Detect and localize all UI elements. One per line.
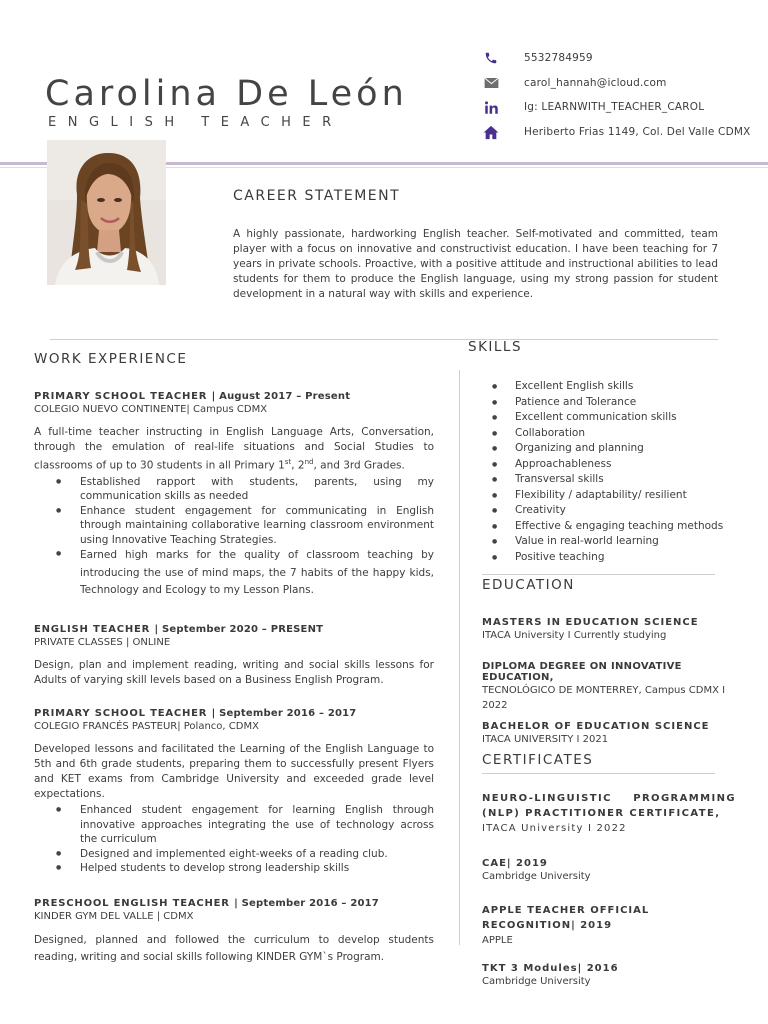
job-1 bbox=[34, 391, 434, 600]
list-item: ● Patience and Tolerance bbox=[482, 395, 723, 411]
list-item: ● Positive teaching bbox=[482, 550, 723, 566]
list-item: ● Organizing and planning bbox=[482, 441, 723, 457]
envelope-icon bbox=[482, 74, 500, 92]
home-icon bbox=[482, 123, 500, 141]
certificate-item bbox=[482, 963, 736, 989]
certificate-title: TKT 3 Modules| 2016 bbox=[482, 963, 619, 974]
job-description: Developed lessons and facilitated the Learning of the English Language to 5th and 6th grade students, preparing them to successfully present Flyers and KET exams from Cambridge University and exceeded grade level expectations. bbox=[34, 743, 434, 800]
certificate-issuer: ITACA University I 2022 bbox=[482, 823, 627, 834]
skills-list bbox=[482, 379, 723, 565]
job-title: ENGLISH TEACHER | September 2020 – PRESENT bbox=[34, 624, 324, 635]
list-item: ● Designed and implemented eight-weeks of a reading club. bbox=[34, 847, 434, 862]
education-item bbox=[482, 617, 742, 643]
list-item: ● Excellent English skills bbox=[482, 379, 723, 395]
education-degree: BACHELOR OF EDUCATION SCIENCE bbox=[482, 721, 710, 732]
certificate-title: CAE| 2019 bbox=[482, 858, 548, 869]
list-item: ● Earned high marks for the quality of classroom teaching by introducing the use of mind maps, the 7 habits of the happy kids, Technology and Ecology to my Lesson Plans. bbox=[34, 547, 434, 600]
education-institution: ITACA UNIVERSITY I 2021 bbox=[482, 734, 609, 745]
job-bullets bbox=[34, 475, 434, 600]
candidate-name: Carolina De León bbox=[45, 74, 408, 114]
job-org: KINDER GYM DEL VALLE | CDMX bbox=[34, 911, 194, 922]
job-org: PRIVATE CLASSES | ONLINE bbox=[34, 637, 171, 648]
career-title: CAREER STATEMENT bbox=[233, 188, 401, 204]
career-text: A highly passionate, hardworking English teacher. Self-motivated and committed, team player with a focus on innovative and constructivist education. I have been teaching for 7 years in private schools. Proactive, with a positive attitude and instructional abilities to lead students for them to produce the English language, using my strong passion for student development in a natural way with skills and experience. bbox=[233, 228, 718, 300]
skills-title: SKILLS bbox=[468, 339, 523, 355]
job-description: A full-time teacher instructing in English Language Arts, Conversation, through the emulation of real-life situations and Social Studies to classrooms of up to 30 students in all Primary 1st, 2nd, and 3rd Grades. bbox=[34, 426, 434, 472]
list-item: ● Excellent communication skills bbox=[482, 410, 723, 426]
job-3 bbox=[34, 708, 434, 876]
list-item: ● Approachableness bbox=[482, 457, 723, 473]
list-item: ● Flexibility / adaptability/ resilient bbox=[482, 488, 723, 504]
list-item: ● Collaboration bbox=[482, 426, 723, 442]
section-divider bbox=[50, 339, 718, 340]
education-institution: TECNOLÓGICO DE MONTERREY, Campus CDMX I 2022 bbox=[482, 685, 726, 711]
education-item bbox=[482, 661, 744, 713]
job-title: PRIMARY SCHOOL TEACHER | September 2016 – 2017 bbox=[34, 708, 357, 719]
list-item: ● Transversal skills bbox=[482, 472, 723, 488]
list-item: ● Enhanced student engagement for learning English through innovative approaches integrating the use of technology across the curriculum bbox=[34, 803, 434, 847]
education-degree: DIPLOMA DEGREE ON INNOVATIVE EDUCATION, bbox=[482, 661, 682, 683]
job-description: Design, plan and implement reading, writing and social skills lessons for Adults of varying skill levels based on a Business English Program. bbox=[34, 659, 434, 686]
skills-divider bbox=[482, 574, 715, 575]
contact-instagram-text: Ig: LEARNWITH_TEACHER_CAROL bbox=[524, 101, 705, 113]
education-item bbox=[482, 721, 742, 747]
certificate-issuer: Cambridge University bbox=[482, 976, 591, 987]
contact-instagram bbox=[482, 98, 705, 116]
certificate-issuer: APPLE bbox=[482, 935, 513, 946]
certificate-item bbox=[482, 858, 736, 884]
job-subtitle: ENGLISH TEACHER bbox=[48, 115, 343, 130]
contact-email-text: carol_hannah@icloud.com bbox=[524, 77, 667, 89]
certificate-item bbox=[482, 903, 682, 948]
job-title: PRIMARY SCHOOL TEACHER | August 2017 – Present bbox=[34, 391, 351, 402]
certificate-issuer: Cambridge University bbox=[482, 871, 591, 882]
list-item: ● Effective & engaging teaching methods bbox=[482, 519, 723, 535]
profile-photo bbox=[47, 140, 166, 285]
job-org: COLEGIO NUEVO CONTINENTE| Campus CDMX bbox=[34, 404, 268, 415]
list-item: ● Creativity bbox=[482, 503, 723, 519]
certificates-title: CERTIFICATES bbox=[482, 752, 594, 768]
certificate-item bbox=[482, 792, 736, 836]
list-item: ● Value in real-world learning bbox=[482, 534, 723, 550]
contact-phone-text: 5532784959 bbox=[524, 52, 593, 64]
list-item: ● Helped students to develop strong leadership skills bbox=[34, 861, 434, 876]
job-bullets bbox=[34, 803, 434, 876]
list-item: ● Enhance student engagement for communicating in English through maintaining collaborative learning classroom environment using Innovative Teaching Strategies. bbox=[34, 504, 434, 548]
education-institution: ITACA University I Currently studying bbox=[482, 630, 667, 641]
education-title: EDUCATION bbox=[482, 577, 575, 593]
certificate-title: NEURO-LINGUISTIC PROGRAMMING (NLP) PRACTITIONER CERTIFICATE, bbox=[482, 793, 736, 819]
education-degree: MASTERS IN EDUCATION SCIENCE bbox=[482, 617, 699, 628]
contact-phone bbox=[482, 49, 593, 67]
job-description: Designed, planned and followed the curriculum to develop students reading, writing and social skills following KINDER GYM`s Program. bbox=[34, 934, 434, 963]
contact-address bbox=[482, 123, 751, 141]
job-title: PRESCHOOL ENGLISH TEACHER | September 2016 – 2017 bbox=[34, 898, 379, 909]
certificate-title: APPLE TEACHER OFFICIAL RECOGNITION| 2019 bbox=[482, 905, 650, 931]
job-4 bbox=[34, 898, 434, 966]
job-org: COLEGIO FRANCÉS PASTEUR| Polanco, CDMX bbox=[34, 721, 259, 732]
job-2 bbox=[34, 624, 434, 688]
linkedin-icon bbox=[482, 98, 500, 116]
certificates-divider bbox=[482, 773, 715, 774]
contact-email bbox=[482, 74, 667, 92]
phone-icon bbox=[482, 49, 500, 67]
column-divider bbox=[459, 370, 460, 945]
list-item: ● Established rapport with students, parents, using my communication skills as needed bbox=[34, 475, 434, 504]
work-title: WORK EXPERIENCE bbox=[34, 351, 188, 367]
contact-address-text: Heriberto Frias 1149, Col. Del Valle CDMX bbox=[524, 126, 751, 138]
